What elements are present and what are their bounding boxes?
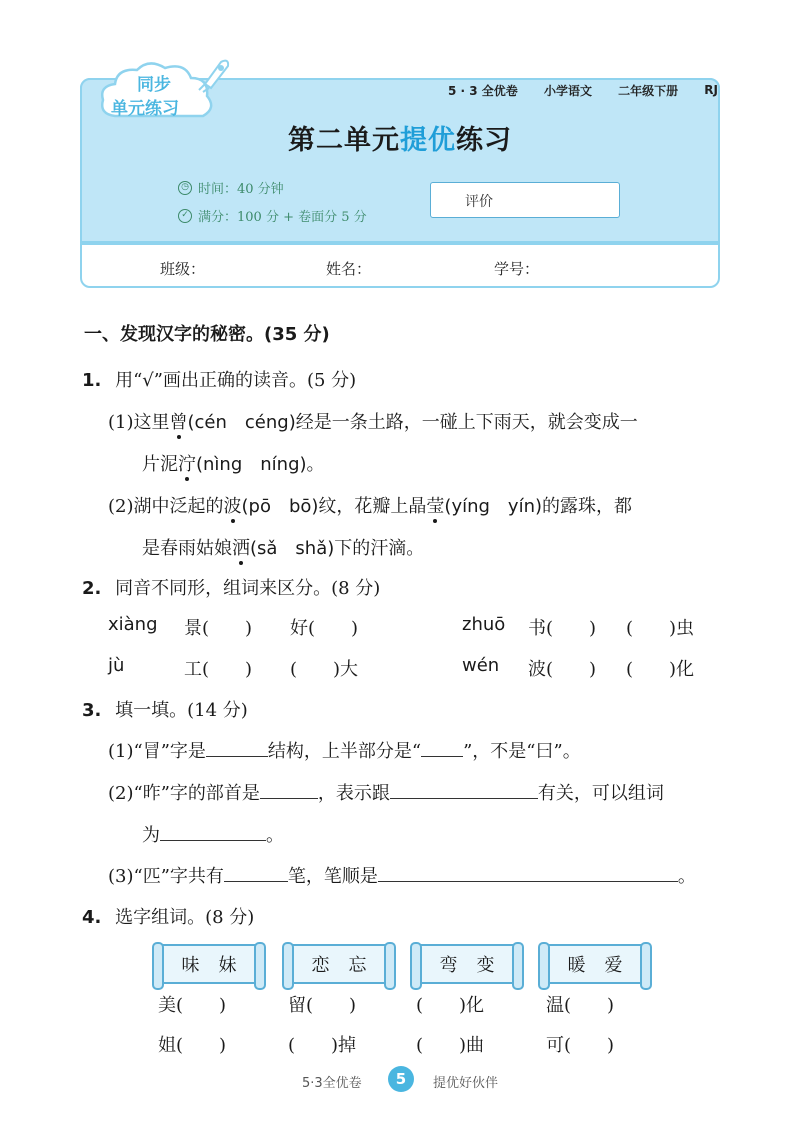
choice-char: 恋 <box>311 955 330 976</box>
evaluation-label: 评价 <box>465 194 493 210</box>
q3-s2-text-a: (2)“昨”字的部首是 <box>108 783 260 804</box>
choice-char: 暖 <box>567 955 586 976</box>
q3-s2-text-d: 为 <box>142 825 160 846</box>
q1-sub2-line1 <box>108 492 632 518</box>
q1-stem: 用“√”画出正确的读音。(5 分) <box>115 370 357 391</box>
series-subject: 小学语文 <box>543 83 592 98</box>
q3-sub3-line <box>108 862 696 888</box>
q1-s1-text-b: 经是一条土路，一碰上下雨天，就会变成一 <box>295 412 638 433</box>
page-footer <box>0 1066 800 1094</box>
choice-scroll-2 <box>286 944 392 984</box>
header-divider <box>80 241 720 245</box>
q3-sub2-line2 <box>142 821 284 847</box>
q1-s1-pinyin-choice[interactable]: (cén céng) <box>187 412 296 433</box>
q3-s3-text-c: 。 <box>677 866 696 887</box>
choice-char: 爱 <box>604 955 623 976</box>
q1-s1-dotted-char: 曾 <box>169 412 188 433</box>
q4-stem-line <box>82 903 254 929</box>
q2-r1-item-d[interactable]: ( )虫 <box>626 618 695 639</box>
q3-s1-text-c: ”，不是“曰”。 <box>463 741 581 762</box>
footer-slogan: 提优好伙伴 <box>433 1076 499 1091</box>
q3-sub2-line1 <box>108 779 664 805</box>
q2-number: 2. <box>82 578 102 599</box>
evaluation-box[interactable] <box>430 182 620 218</box>
id-field[interactable]: 学号： <box>494 260 540 278</box>
q1-s2-text-d: 是春雨姑娘 <box>142 538 232 559</box>
q2-stem-line <box>82 574 380 600</box>
time-text: 时间：40 分钟 <box>198 182 284 197</box>
clock-icon: ◷ <box>178 181 192 195</box>
q2-r1-item-b[interactable]: 好( ) <box>290 618 359 639</box>
badge-line1: 同步 <box>137 75 171 95</box>
q3-s1-blank2[interactable] <box>421 739 463 757</box>
choice-scroll-4 <box>542 944 648 984</box>
q1-s1-text-a: (1)这里 <box>108 412 170 433</box>
badge-line2: 单元练习 <box>111 99 179 119</box>
q3-s2-blank3[interactable] <box>160 823 266 841</box>
score-text: 满分：100 分 + 卷面分 5 分 <box>198 210 367 225</box>
q3-s3-blank1[interactable] <box>224 864 288 882</box>
section-title: 一、发现汉字的秘密。(35 分) <box>84 324 330 345</box>
q4-number: 4. <box>82 907 102 928</box>
q1-s1-pinyin-choice2[interactable]: (nìng níng) <box>196 454 307 475</box>
series-brand: 5 · 3 全优卷 <box>448 83 518 98</box>
series-grade: 二年级下册 <box>618 83 679 98</box>
q1-sub2-line2 <box>142 534 424 560</box>
q3-s2-text-e: 。 <box>266 825 284 846</box>
class-field[interactable]: 班级： <box>160 260 206 278</box>
q2-r1-pinyin1: xiàng <box>108 614 158 635</box>
q1-sub1-line2 <box>142 450 325 476</box>
title-part2: 练习 <box>456 125 512 156</box>
q4-r2-item[interactable]: ( )曲 <box>416 1035 485 1056</box>
q2-r1-item-c[interactable]: 书( ) <box>528 618 597 639</box>
q3-sub1-line <box>108 737 581 763</box>
choice-char: 变 <box>476 955 495 976</box>
q2-r2-item-d[interactable]: ( )化 <box>626 659 695 680</box>
q4-r2-item[interactable]: 姐( ) <box>158 1035 227 1056</box>
q1-s1-text-d: 。 <box>306 454 325 475</box>
student-info-row <box>80 246 720 286</box>
q4-r2-item[interactable]: ( )掉 <box>288 1035 357 1056</box>
choice-char: 弯 <box>439 955 458 976</box>
q4-r1-item[interactable]: 留( ) <box>288 995 357 1016</box>
score-info <box>178 206 367 225</box>
q1-s2-text-e: 下的汗滴。 <box>334 538 425 559</box>
q3-s1-text-b: 结构，上半部分是“ <box>267 741 422 762</box>
q1-s2-pinyin-choice2[interactable]: (yíng yín) <box>444 496 543 517</box>
q1-s2-dotted-char3: 洒 <box>232 538 250 559</box>
q1-s1-text-c: 片泥 <box>142 454 178 475</box>
name-field[interactable]: 姓名： <box>326 260 372 278</box>
q3-s1-text-a: (1)“冒”字是 <box>108 741 206 762</box>
q4-r1-item[interactable]: 温( ) <box>546 995 615 1016</box>
q1-s2-dotted-char: 波 <box>223 496 242 517</box>
title-part1: 第二单元 <box>288 125 400 156</box>
q2-r2-item-b[interactable]: ( )大 <box>290 659 359 680</box>
q1-stem-line <box>82 366 356 392</box>
q1-s2-dotted-char2: 莹 <box>426 496 445 517</box>
q1-s2-text-b: 纹，花瓣上晶 <box>318 496 427 517</box>
q3-s3-text-b: 笔，笔顺是 <box>287 866 378 887</box>
q3-s2-text-b: ，表示跟 <box>317 783 390 804</box>
q2-r1-pinyin2: zhuō <box>462 614 506 635</box>
q3-s2-blank1[interactable] <box>260 781 318 799</box>
time-info <box>178 178 284 197</box>
check-icon: ✓ <box>178 209 192 223</box>
q3-s2-text-c: 有关，可以组词 <box>537 783 664 804</box>
choice-scroll-3 <box>414 944 520 984</box>
q2-r2-pinyin1: jù <box>108 655 125 676</box>
q1-s2-pinyin-choice[interactable]: (pō bō) <box>241 496 319 517</box>
q1-s2-pinyin-choice3[interactable]: (sǎ shǎ) <box>250 538 335 559</box>
q3-stem-line <box>82 696 248 722</box>
footer-brand: 5·3全优卷 <box>302 1076 362 1091</box>
choice-char: 味 <box>181 955 200 976</box>
q3-s3-text-a: (3)“匹”字共有 <box>108 866 224 887</box>
choice-char: 忘 <box>348 955 367 976</box>
q1-number: 1. <box>82 370 102 391</box>
q3-number: 3. <box>82 700 102 721</box>
q2-stem: 同音不同形，组词来区分。(8 分) <box>115 578 381 599</box>
series-edition: RJ <box>704 83 718 97</box>
q3-s1-blank1[interactable] <box>206 739 268 757</box>
q1-s1-dotted-char2: 泞 <box>178 454 196 475</box>
q1-sub1-line1 <box>108 408 638 434</box>
page-number: 5 <box>388 1066 414 1092</box>
q1-s2-text-c: 的露珠，都 <box>542 496 633 517</box>
choice-char: 妹 <box>218 955 237 976</box>
q3-s2-blank2[interactable] <box>390 781 538 799</box>
q3-s3-blank2[interactable] <box>378 864 678 882</box>
q2-r1-item-a[interactable]: 景( ) <box>184 618 253 639</box>
rocket-icon <box>195 54 235 94</box>
q1-s2-text-a: (2)湖中泛起的 <box>108 496 224 517</box>
q2-r2-item-c[interactable]: 波( ) <box>528 659 597 680</box>
q3-stem: 填一填。(14 分) <box>115 700 248 721</box>
q4-r1-item[interactable]: 美( ) <box>158 995 227 1016</box>
series-info <box>448 80 718 100</box>
title-highlight: 提优 <box>400 125 456 156</box>
q4-r2-item[interactable]: 可( ) <box>546 1035 615 1056</box>
page-title <box>0 118 800 157</box>
q2-r2-item-a[interactable]: 工( ) <box>184 659 253 680</box>
q4-stem: 选字组词。(8 分) <box>115 907 255 928</box>
choice-scroll-1 <box>156 944 262 984</box>
q2-r2-pinyin2: wén <box>462 655 500 676</box>
q4-r1-item[interactable]: ( )化 <box>416 995 485 1016</box>
